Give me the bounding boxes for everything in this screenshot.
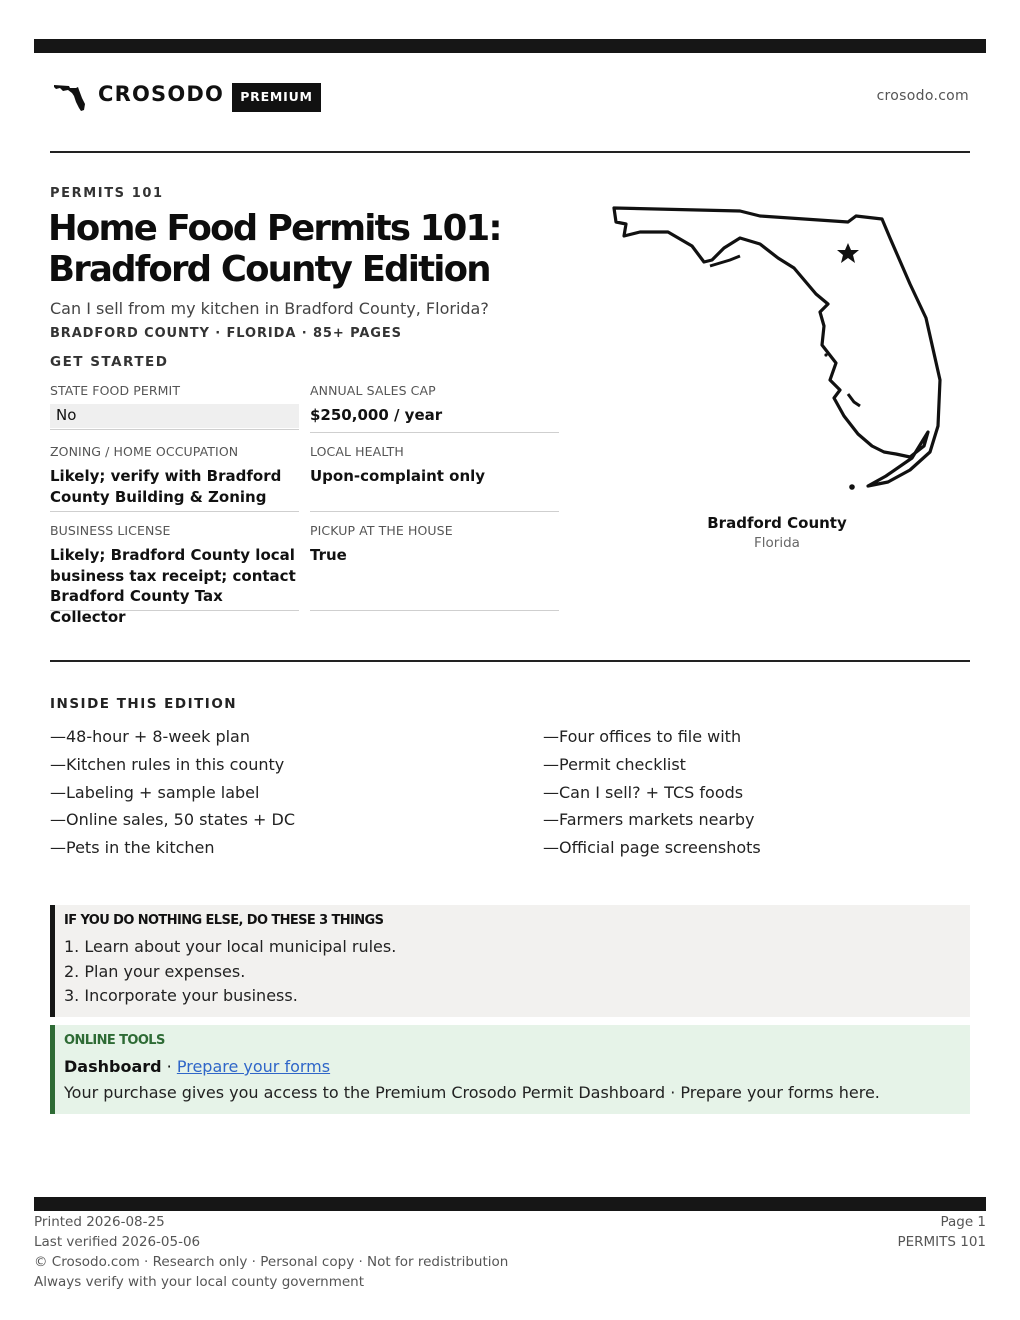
fact-label: ANNUAL SALES CAP — [310, 383, 436, 398]
toc-item: —Kitchen rules in this county — [50, 754, 285, 774]
title-line-1: Home Food Permits 101: — [48, 208, 501, 249]
fact-local-health — [310, 444, 559, 512]
get-started-heading: GET STARTED — [50, 354, 169, 370]
fact-value: True — [310, 546, 347, 564]
page-title — [48, 208, 588, 290]
fact-pickup — [310, 523, 559, 611]
star-icon — [837, 243, 859, 263]
toc-item: —Pets in the kitchen — [50, 838, 215, 858]
map-state-name: Florida — [754, 535, 800, 551]
page-subtitle: Can I sell from my kitchen in Bradford County, Florida? — [50, 299, 489, 318]
fact-annual-sales-cap — [310, 383, 559, 433]
prepare-forms-link[interactable]: Prepare your forms — [176, 1057, 331, 1076]
site-url[interactable]: crosodo.com — [876, 88, 969, 104]
header-divider — [50, 151, 970, 153]
premium-badge: PREMIUM — [232, 83, 321, 112]
footer-right — [897, 1212, 986, 1252]
inside-edition-heading: INSIDE THIS EDITION — [50, 696, 238, 712]
toc-right-column — [543, 723, 761, 862]
fact-label: STATE FOOD PERMIT — [50, 383, 181, 398]
map-county-name: Bradford County — [707, 514, 847, 532]
toc-item: —Four offices to file with — [543, 727, 742, 746]
fact-label: LOCAL HEALTH — [310, 444, 404, 459]
toc-item: —Permit checklist — [543, 754, 686, 774]
tools-dashboard-line — [64, 1057, 330, 1076]
callout-item: 1. Learn about your local municipal rules. — [64, 937, 397, 956]
toc-item: —Online sales, 50 states + DC — [50, 810, 296, 830]
printed-date: Printed 2026-08-25 — [34, 1214, 165, 1230]
fact-label: PICKUP AT THE HOUSE — [310, 523, 453, 538]
fact-value: No — [50, 404, 299, 428]
top-rule-bar — [34, 39, 986, 53]
toc-item: —Can I sell? + TCS foods — [543, 782, 744, 802]
bottom-rule-bar — [34, 1197, 986, 1211]
callout-heading: IF YOU DO NOTHING ELSE, DO THESE 3 THINGS — [64, 913, 384, 928]
tools-description: Your purchase gives you access to the Premium Crosodo Permit Dashboard · Prepare your forms here. — [64, 1083, 880, 1102]
fact-business-license — [50, 523, 299, 626]
fact-state-food-permit — [50, 383, 299, 430]
brand-name: CROSODO — [98, 82, 225, 106]
toc-item: —Official page screenshots — [543, 838, 761, 858]
florida-map-icon — [52, 82, 88, 112]
online-tools-box — [50, 1025, 970, 1114]
toc-item: —Farmers markets nearby — [543, 810, 755, 830]
fact-value: $250,000 / year — [310, 406, 443, 424]
copyright: © Crosodo.com · Research only · Personal copy · Not for redistribution — [34, 1254, 509, 1270]
toc-left-column — [50, 723, 295, 862]
fact-label: ZONING / HOME OCCUPATION — [50, 444, 239, 459]
page-meta: BRADFORD COUNTY · FLORIDA · 85+ PAGES — [50, 326, 402, 341]
florida-outline-map — [610, 200, 946, 496]
fact-value: Upon-complaint only — [310, 467, 486, 485]
toc-item: —Labeling + sample label — [50, 782, 260, 802]
footer-left — [34, 1212, 508, 1292]
section-divider — [50, 660, 970, 662]
fact-value: Likely; Bradford County local business tax receipt; contact Bradford County Tax Collector — [50, 546, 296, 626]
fact-label: BUSINESS LICENSE — [50, 523, 171, 538]
toc-item: —48-hour + 8-week plan — [50, 727, 250, 746]
fact-value: Likely; verify with Bradford County Building & Zoning — [50, 467, 282, 506]
fact-zoning — [50, 444, 299, 512]
callout-item: 2. Plan your expenses. — [64, 961, 246, 981]
verified-date: Last verified 2026-05-06 — [34, 1234, 201, 1250]
tools-heading: ONLINE TOOLS — [64, 1033, 165, 1048]
title-line-2: Bradford County Edition — [48, 249, 490, 290]
dashboard-label: Dashboard — [64, 1057, 162, 1076]
section-kicker: PERMITS 101 — [50, 186, 164, 201]
separator: · — [161, 1057, 177, 1076]
callout-item: 3. Incorporate your business. — [64, 986, 298, 1005]
page-number: Page 1 — [940, 1214, 986, 1230]
callout-list — [64, 935, 396, 1009]
disclaimer: Always verify with your local county government — [34, 1274, 364, 1290]
footer-section: PERMITS 101 — [897, 1234, 986, 1250]
three-things-callout — [50, 905, 970, 1017]
